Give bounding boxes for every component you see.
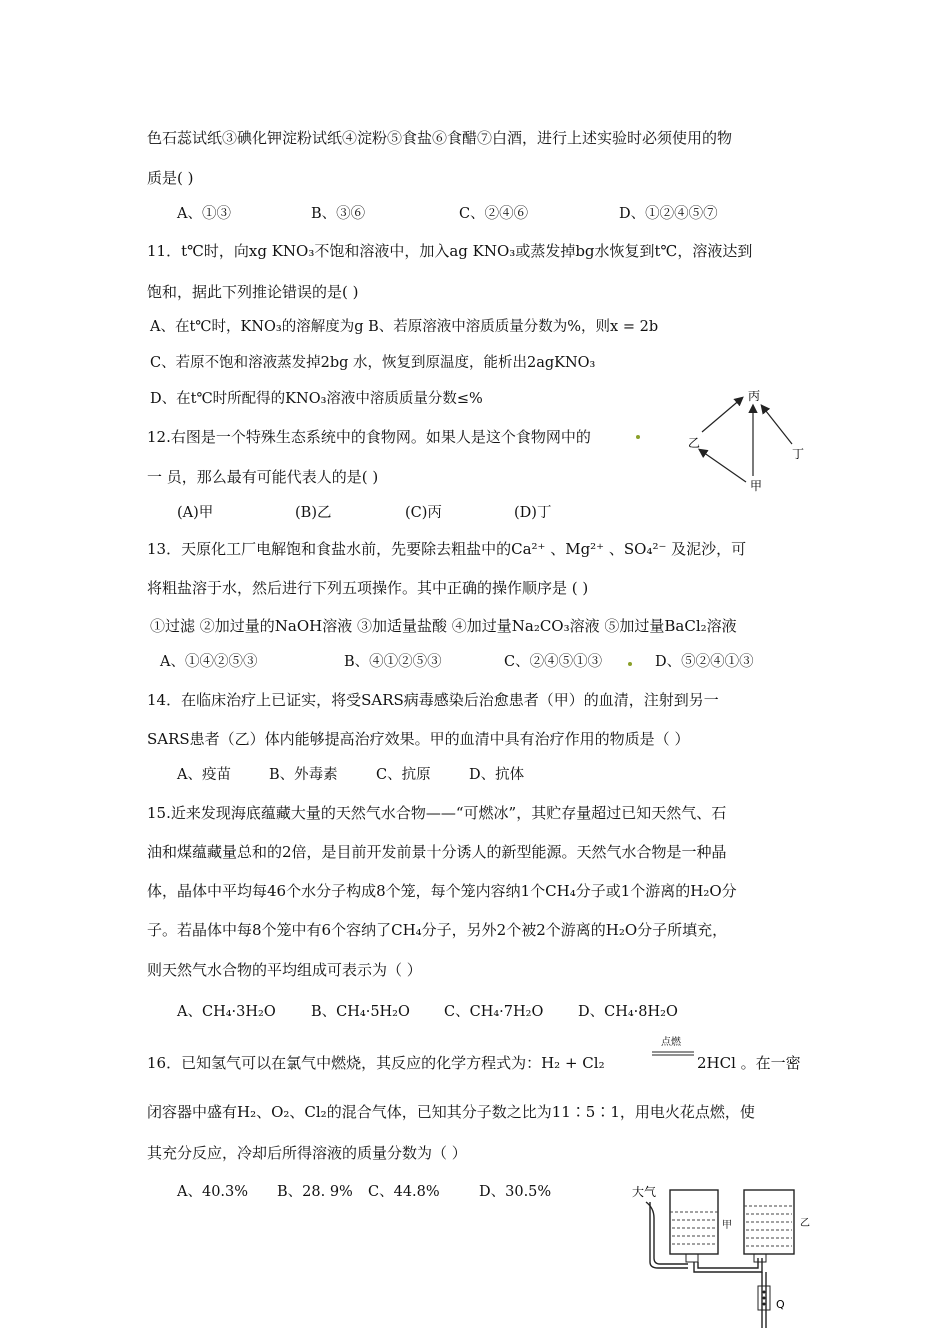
mark-dot xyxy=(636,435,640,439)
q12-line1: 12.右图是一个特殊生态系统中的食物网。如果人是这个食物网中的 xyxy=(147,428,591,446)
q14-line2: SARS患者（乙）体内能够提高治疗效果。甲的血清中具有治疗作用的物质是（ ） xyxy=(147,730,690,748)
q16-option-d: D、30.5% xyxy=(479,1184,552,1200)
q16-line3: 其充分反应，冷却后所得溶液的质量分数为（ ） xyxy=(147,1144,467,1162)
q10-option-a: A、①③ xyxy=(177,206,231,222)
q11-option-d: D、在t℃时所配得的KNO₃溶液中溶质质量分数≤% xyxy=(150,391,483,407)
q14-option-b: B、外毒素 xyxy=(269,767,338,783)
q13-line1: 13．天原化工厂电解饱和食盐水前，先要除去粗盐中的Ca²⁺ 、Mg²⁺ 、SO₄²⁻ 及泥沙，可 xyxy=(147,540,747,558)
q14-option-c: C、抗原 xyxy=(376,767,431,783)
q13-option-d: D、⑤②④①③ xyxy=(655,654,754,670)
apparatus-label-yi: 乙 xyxy=(800,1218,810,1229)
q10-option-b: B、③⑥ xyxy=(311,206,366,222)
q11-option-ab: A、在t℃时，KNO₃的溶解度为g B、若原溶液中溶质质量分数为%，则x = 2b xyxy=(150,319,659,335)
q10-option-c: C、②④⑥ xyxy=(459,206,529,222)
q16-condition: 点燃 xyxy=(661,1037,681,1048)
q15-option-d: D、CH₄·8H₂O xyxy=(578,1004,678,1020)
q16-option-a: A、40.3% xyxy=(177,1184,249,1200)
q12-option-d: (D)丁 xyxy=(514,505,552,521)
q16-option-b: B、28. 9% xyxy=(277,1184,353,1200)
q15-line5: 则天然气水合物的平均组成可表示为（ ） xyxy=(147,961,422,979)
q11-option-c: C、若原不饱和溶液蒸发掉2bg 水，恢复到原温度，能析出2agKNO₃ xyxy=(150,355,596,371)
q15-line3: 体，晶体中平均每46个水分子构成8个笼，每个笼内容纳1个CH₄分子或1个游离的H₂O分 xyxy=(147,882,737,900)
mark-dot xyxy=(628,662,632,666)
food-web-arrow-ding-bing xyxy=(762,406,792,444)
food-web-label-ding: 丁 xyxy=(792,447,805,461)
q15-line2: 油和煤蕴藏量总和的2倍，是目前开发前景十分诱人的新型能源。天然气水合物是一种晶 xyxy=(147,843,727,861)
q11-line2: 饱和，据此下列推论错误的是( ) xyxy=(147,283,359,301)
food-web-arrow-jia-yi xyxy=(700,450,746,482)
q13-line3: ①过滤 ②加过量的NaOH溶液 ③加适量盐酸 ④加过量Na₂CO₃溶液 ⑤加过量BaCl₂溶液 xyxy=(150,617,737,635)
food-web-label-yi: 乙 xyxy=(688,436,701,450)
food-web-arrow-yi-bing xyxy=(702,398,742,432)
q15-line1: 15.近来发现海底蕴藏大量的天然气水合物——“可燃冰”，其贮存量超过已知天然气、石 xyxy=(147,804,727,822)
food-web-label-jia: 甲 xyxy=(750,479,763,493)
q16-line1a: 16．已知氢气可以在氯气中燃烧，其反应的化学方程式为：H₂ + Cl₂ xyxy=(147,1054,605,1072)
q14-option-d: D、抗体 xyxy=(469,767,525,783)
q13-option-b: B、④①②⑤③ xyxy=(344,654,442,670)
apparatus-label-jia: 甲 xyxy=(722,1220,732,1231)
q15-option-b: B、CH₄·5H₂O xyxy=(311,1004,410,1020)
q12-option-a: (A)甲 xyxy=(177,505,214,521)
q10-line2: 质是( ) xyxy=(147,169,194,187)
q15-option-c: C、CH₄·7H₂O xyxy=(444,1004,544,1020)
q13-line2: 将粗盐溶于水，然后进行下列五项操作。其中正确的操作顺序是 ( ) xyxy=(147,579,589,597)
q12-option-b: (B)乙 xyxy=(295,505,332,521)
q12-option-c: (C)丙 xyxy=(405,505,442,521)
q14-option-a: A、疫苗 xyxy=(177,767,231,783)
q11-line1: 11．t℃时，向xg KNO₃不饱和溶液中，加入ag KNO₃或蒸发掉bg水恢复到t℃，溶液达到 xyxy=(147,242,753,260)
q10-option-d: D、①②④⑤⑦ xyxy=(619,206,718,222)
q10-line1: 色石蕊试纸③碘化钾淀粉试纸④淀粉⑤食盐⑥食醋⑦白酒，进行上述实验时必须使用的物 xyxy=(147,129,733,147)
q15-option-a: A、CH₄·3H₂O xyxy=(177,1004,276,1020)
q16-line2: 闭容器中盛有H₂、O₂、Cl₂的混合气体，已知其分子数之比为11∶5∶1，用电火花点燃，使 xyxy=(147,1103,755,1121)
q14-line1: 14．在临床治疗上已证实，将受SARS病毒感染后治愈患者（甲）的血清，注射到另一 xyxy=(147,691,719,709)
gas-apparatus-diagram xyxy=(628,1178,818,1340)
q12-line2: 一 员，那么最有可能代表人的是( ) xyxy=(147,468,379,486)
q15-line4: 子。若晶体中每8个笼中有6个容纳了CH₄分子，另外2个被2个游离的H₂O分子所填充， xyxy=(147,921,728,939)
apparatus-label-q: Q xyxy=(776,1298,785,1311)
food-web-diagram xyxy=(680,386,810,494)
equation-double-line xyxy=(652,1050,694,1058)
q16-option-c: C、44.8% xyxy=(368,1184,440,1200)
q16-line1b: 2HCl 。在一密 xyxy=(697,1054,801,1072)
food-web-label-bing: 丙 xyxy=(748,389,761,403)
q13-option-c: C、②④⑤①③ xyxy=(504,654,603,670)
apparatus-label-atmosphere: 大气 xyxy=(632,1185,657,1199)
q13-option-a: A、①④②⑤③ xyxy=(160,654,258,670)
